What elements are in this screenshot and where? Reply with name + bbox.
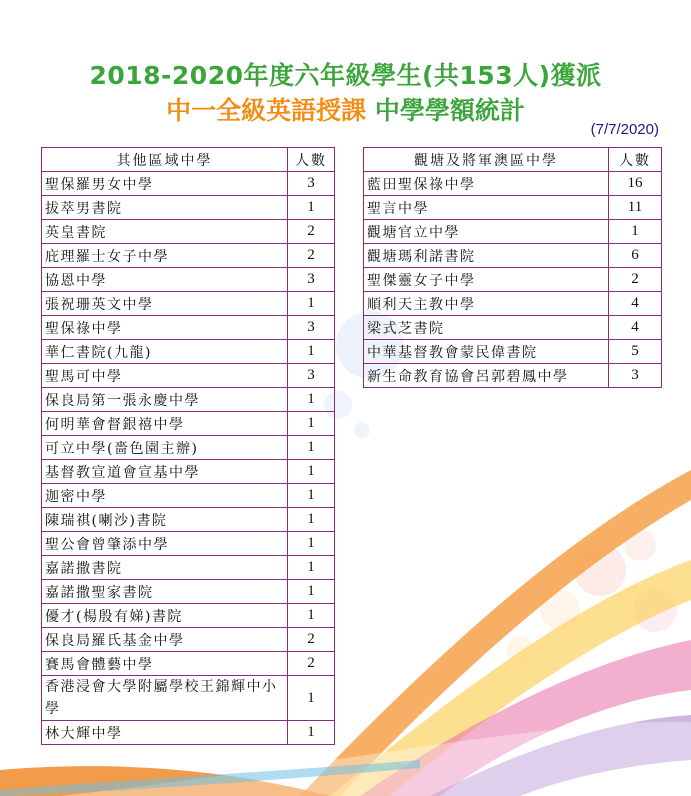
school-name-cell: 觀塘瑪利諾書院 <box>364 244 609 268</box>
student-count-cell: 1 <box>288 484 335 508</box>
title-line-2-green: 中學學額統計 <box>374 96 525 125</box>
table-row <box>42 508 335 532</box>
school-name-cell: 張祝珊英文中學 <box>42 292 288 316</box>
table-row <box>364 196 662 220</box>
table-row <box>42 604 335 628</box>
school-name-cell: 嘉諾撒書院 <box>42 556 288 580</box>
student-count-cell: 1 <box>288 532 335 556</box>
table-row <box>364 172 662 196</box>
date-label: (7/7/2020) <box>590 121 659 138</box>
title-line-2 <box>0 91 691 127</box>
table-row <box>42 340 335 364</box>
student-count-cell: 2 <box>288 628 335 652</box>
school-name-cell: 保良局羅氏基金中學 <box>42 628 288 652</box>
school-name-cell: 聖保祿中學 <box>42 316 288 340</box>
school-name-cell: 順利天主教中學 <box>364 292 609 316</box>
school-name-cell: 迦密中學 <box>42 484 288 508</box>
table-row <box>42 196 335 220</box>
student-count-cell: 2 <box>609 268 662 292</box>
table-row <box>364 220 662 244</box>
school-name-cell: 何明華會督銀禧中學 <box>42 412 288 436</box>
student-count-cell: 1 <box>288 460 335 484</box>
school-name-cell: 賽馬會體藝中學 <box>42 652 288 676</box>
student-count-cell: 3 <box>609 364 662 388</box>
school-name-cell: 可立中學(嗇色園主辦) <box>42 436 288 460</box>
table-row <box>42 316 335 340</box>
student-count-cell: 1 <box>288 388 335 412</box>
table-row <box>42 172 335 196</box>
table-row <box>364 268 662 292</box>
school-name-cell: 拔萃男書院 <box>42 196 288 220</box>
school-name-cell: 保良局第一張永慶中學 <box>42 388 288 412</box>
school-name-cell: 優才(楊殷有娣)書院 <box>42 604 288 628</box>
table-row <box>364 316 662 340</box>
school-name-cell: 聖言中學 <box>364 196 609 220</box>
count-column-header: 人數 <box>609 148 662 172</box>
count-column-header: 人數 <box>288 148 335 172</box>
school-name-cell: 英皇書院 <box>42 220 288 244</box>
school-name-cell: 新生命教育協會呂郭碧鳳中學 <box>364 364 609 388</box>
student-count-cell: 2 <box>288 244 335 268</box>
school-name-cell: 協恩中學 <box>42 268 288 292</box>
table-row <box>42 220 335 244</box>
table-row <box>42 460 335 484</box>
school-name-cell: 觀塘官立中學 <box>364 220 609 244</box>
table-row <box>364 244 662 268</box>
school-name-cell: 梁式芝書院 <box>364 316 609 340</box>
school-name-cell: 嘉諾撒聖家書院 <box>42 580 288 604</box>
table-row <box>42 244 335 268</box>
title-line-2-orange: 中一全級英語授課 <box>166 96 367 125</box>
student-count-cell: 1 <box>288 196 335 220</box>
student-count-cell: 4 <box>609 292 662 316</box>
table-row <box>42 628 335 652</box>
kwun-tong-tko-table-body <box>364 172 662 388</box>
school-name-cell: 聖馬可中學 <box>42 364 288 388</box>
table-row <box>364 364 662 388</box>
student-count-cell: 1 <box>288 676 335 721</box>
student-count-cell: 6 <box>609 244 662 268</box>
kwun-tong-tko-table <box>363 147 662 388</box>
table-row <box>42 652 335 676</box>
table-row <box>42 292 335 316</box>
student-count-cell: 1 <box>288 340 335 364</box>
table-row <box>42 364 335 388</box>
student-count-cell: 2 <box>288 652 335 676</box>
school-name-cell: 聖公會曾肇添中學 <box>42 532 288 556</box>
table-row <box>42 676 335 721</box>
student-count-cell: 3 <box>288 172 335 196</box>
student-count-cell: 3 <box>288 364 335 388</box>
table-row <box>42 556 335 580</box>
student-count-cell: 1 <box>288 436 335 460</box>
school-name-cell: 庇理羅士女子中學 <box>42 244 288 268</box>
school-column-header: 其他區域中學 <box>42 148 288 172</box>
student-count-cell: 5 <box>609 340 662 364</box>
school-name-cell: 中華基督教會蒙民偉書院 <box>364 340 609 364</box>
student-count-cell: 1 <box>288 292 335 316</box>
student-count-cell: 1 <box>288 580 335 604</box>
student-count-cell: 16 <box>609 172 662 196</box>
school-name-cell: 陳瑞祺(喇沙)書院 <box>42 508 288 532</box>
student-count-cell: 3 <box>288 268 335 292</box>
school-name-cell: 華仁書院(九龍) <box>42 340 288 364</box>
table-row <box>42 721 335 745</box>
other-districts-table <box>41 147 335 745</box>
table-row <box>42 268 335 292</box>
student-count-cell: 11 <box>609 196 662 220</box>
table-row <box>42 436 335 460</box>
student-count-cell: 4 <box>609 316 662 340</box>
school-name-cell: 藍田聖保祿中學 <box>364 172 609 196</box>
table-row <box>364 292 662 316</box>
school-name-cell: 林大輝中學 <box>42 721 288 745</box>
table-row <box>42 580 335 604</box>
table-header-row <box>42 148 335 172</box>
student-count-cell: 2 <box>288 220 335 244</box>
table-row <box>42 388 335 412</box>
school-column-header: 觀塘及將軍澳區中學 <box>364 148 609 172</box>
school-name-cell: 聖傑靈女子中學 <box>364 268 609 292</box>
student-count-cell: 1 <box>288 721 335 745</box>
table-header-row <box>364 148 662 172</box>
table-row <box>42 484 335 508</box>
school-name-cell: 基督教宣道會宣基中學 <box>42 460 288 484</box>
school-name-cell: 聖保羅男女中學 <box>42 172 288 196</box>
student-count-cell: 1 <box>288 412 335 436</box>
student-count-cell: 1 <box>288 556 335 580</box>
title-line-1: 2018-2020年度六年級學生(共153人)獲派 <box>89 61 602 90</box>
table-row <box>42 532 335 556</box>
student-count-cell: 3 <box>288 316 335 340</box>
student-count-cell: 1 <box>609 220 662 244</box>
school-name-cell: 香港浸會大學附屬學校王錦輝中小學 <box>42 676 288 721</box>
student-count-cell: 1 <box>288 508 335 532</box>
student-count-cell: 1 <box>288 604 335 628</box>
table-row <box>42 412 335 436</box>
other-districts-table-body <box>42 172 335 745</box>
table-row <box>364 340 662 364</box>
